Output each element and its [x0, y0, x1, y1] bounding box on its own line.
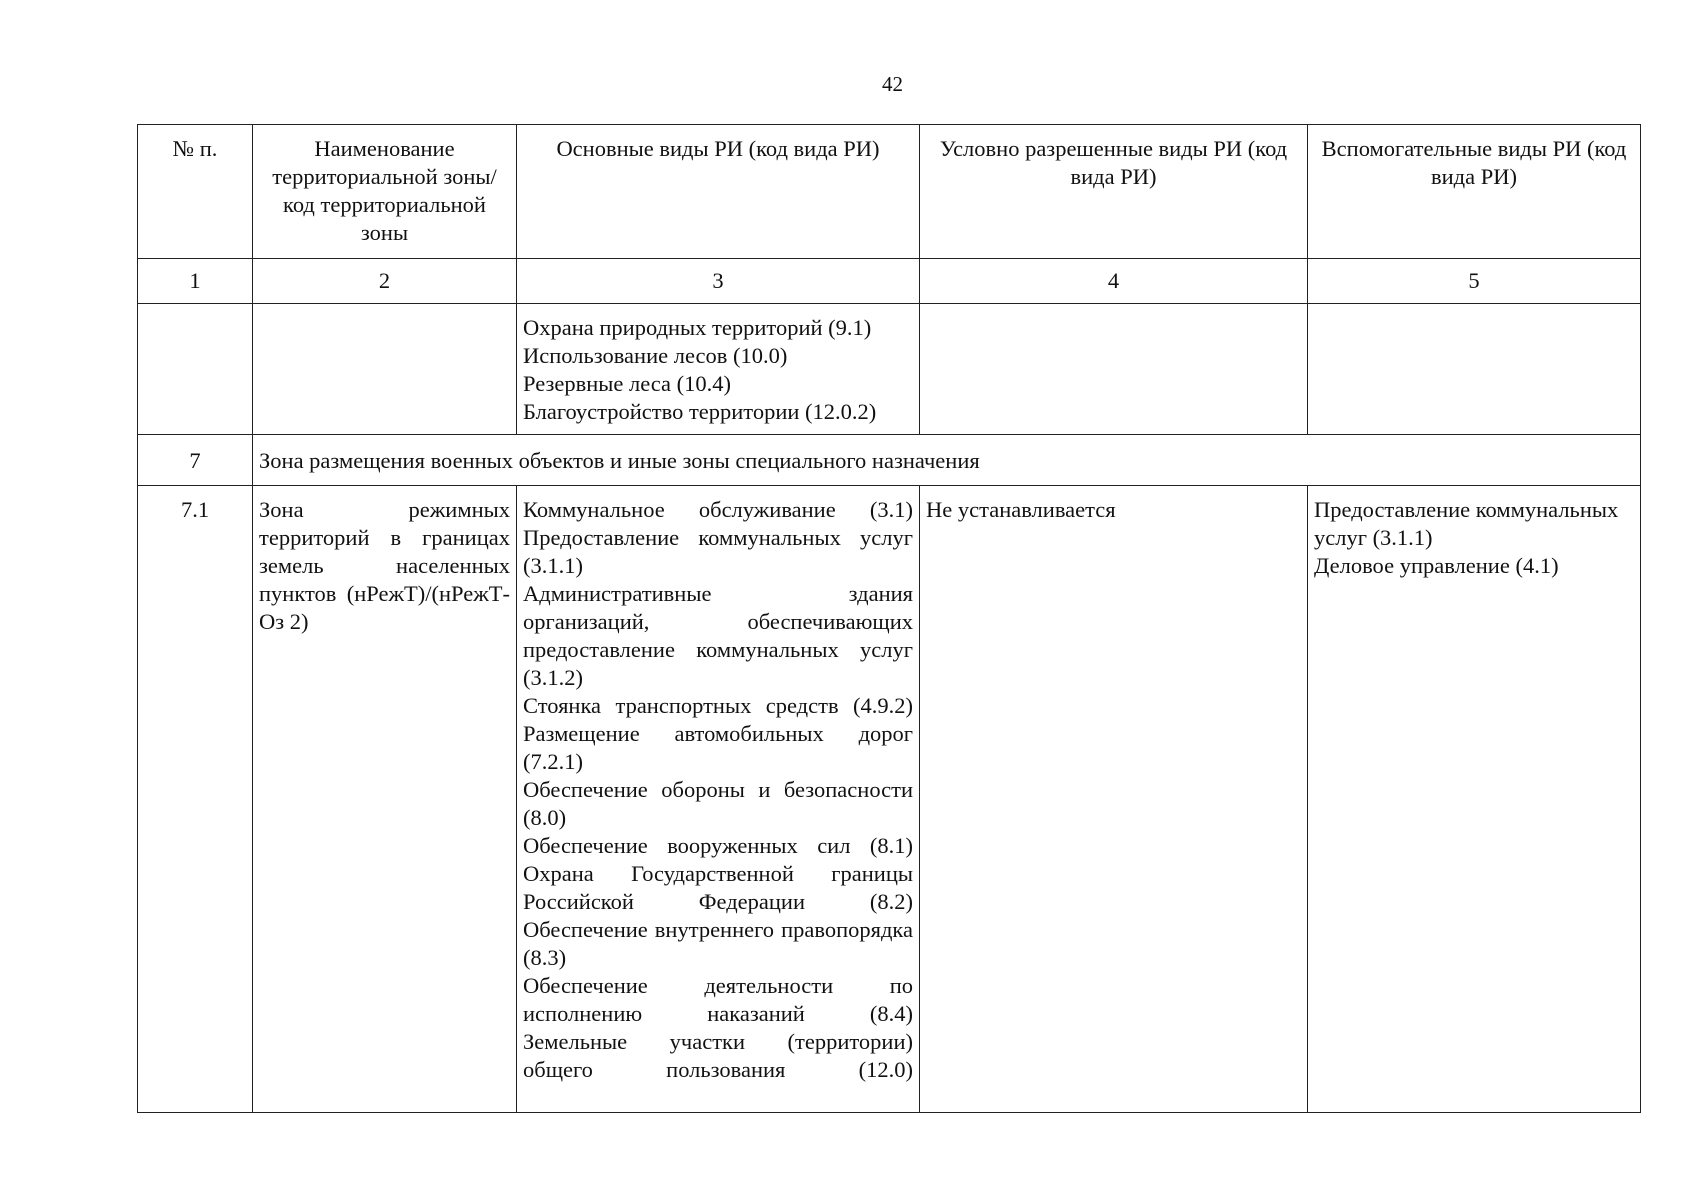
main-use-item: Коммунальное обслуживание (3.1) — [523, 497, 913, 522]
cont-conditional-cell — [920, 304, 1308, 435]
auxiliary-use-item: Деловое управление (4.1) — [1314, 553, 1559, 578]
header-conditional-uses: Условно разрешенные виды РИ (код вида РИ) — [920, 125, 1308, 259]
section-title: Зона размещения военных объектов и иные зоны специального назначения — [253, 435, 1641, 486]
main-use-item: Охрана Государственной границы Российской Федерации (8.2) — [523, 861, 913, 914]
zone-name: Зона режимных территорий в границах земель населенных пунктов (нРежТ)/(нРежТ-Оз 2) — [253, 486, 517, 1113]
column-number: 1 — [138, 259, 253, 304]
cont-zone-cell — [253, 304, 517, 435]
main-use-item: Предоставление коммунальных услуг (3.1.1) — [523, 525, 913, 578]
main-use-item: Земельные участки (территории) общего пользования (12.0) — [523, 1029, 913, 1082]
header-row — [138, 125, 1641, 259]
main-use-item: Обеспечение внутреннего правопорядка (8.3) — [523, 917, 913, 970]
zone-main-uses-cell — [517, 486, 920, 1113]
auxiliary-use-item: Предоставление коммунальных услуг (3.1.1) — [1314, 497, 1619, 550]
zoning-table — [137, 124, 1641, 1113]
main-use-item: Обеспечение деятельности по исполнению наказаний (8.4) — [523, 973, 913, 1026]
header-number: № п. — [138, 125, 253, 259]
header-main-uses: Основные виды РИ (код вида РИ) — [517, 125, 920, 259]
main-use-item: Стоянка транспортных средств (4.9.2) — [523, 693, 913, 718]
column-number: 3 — [517, 259, 920, 304]
zone-row — [138, 486, 1641, 1113]
header-auxiliary-uses: Вспомогательные виды РИ (код вида РИ) — [1308, 125, 1641, 259]
main-use-item: Использование лесов (10.0) — [523, 343, 788, 368]
main-use-item: Размещение автомобильных дорог (7.2.1) — [523, 721, 913, 774]
cont-auxiliary-cell — [1308, 304, 1641, 435]
column-number: 5 — [1308, 259, 1641, 304]
main-use-item: Обеспечение вооруженных сил (8.1) — [523, 833, 913, 858]
column-number-row — [138, 259, 1641, 304]
section-row — [138, 435, 1641, 486]
section-number: 7 — [138, 435, 253, 486]
column-number: 4 — [920, 259, 1308, 304]
continuation-row — [138, 304, 1641, 435]
column-number: 2 — [253, 259, 517, 304]
zone-conditional-uses: Не устанавливается — [920, 486, 1308, 1113]
header-zone-name: Наименование территориальной зоны/код территориальной зоны — [253, 125, 517, 259]
main-use-item: Административные здания организаций, обеспечивающих предоставление коммунальных услуг (3.1.2) — [523, 581, 913, 690]
main-use-item: Охрана природных территорий (9.1) — [523, 315, 872, 340]
page-number: 42 — [882, 72, 903, 96]
main-use-item: Обеспечение обороны и безопасности (8.0) — [523, 777, 913, 830]
zone-auxiliary-uses-cell — [1308, 486, 1641, 1113]
cont-number-cell — [138, 304, 253, 435]
zone-number: 7.1 — [138, 486, 253, 1113]
main-use-item: Благоустройство территории (12.0.2) — [523, 399, 877, 424]
cont-main-uses-cell — [517, 304, 920, 435]
main-use-item: Резервные леса (10.4) — [523, 371, 732, 396]
